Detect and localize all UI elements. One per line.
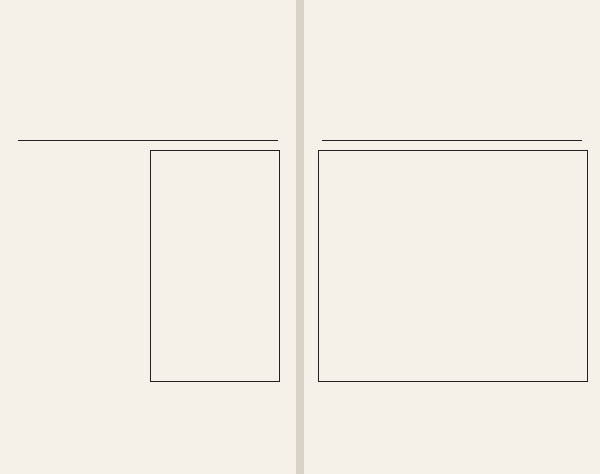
poem-panel	[150, 150, 280, 382]
right-page	[304, 0, 600, 474]
section-divider	[322, 140, 582, 141]
article-panel	[318, 150, 588, 382]
section-divider	[18, 140, 278, 141]
left-page	[0, 0, 296, 474]
center-gutter	[296, 0, 304, 474]
